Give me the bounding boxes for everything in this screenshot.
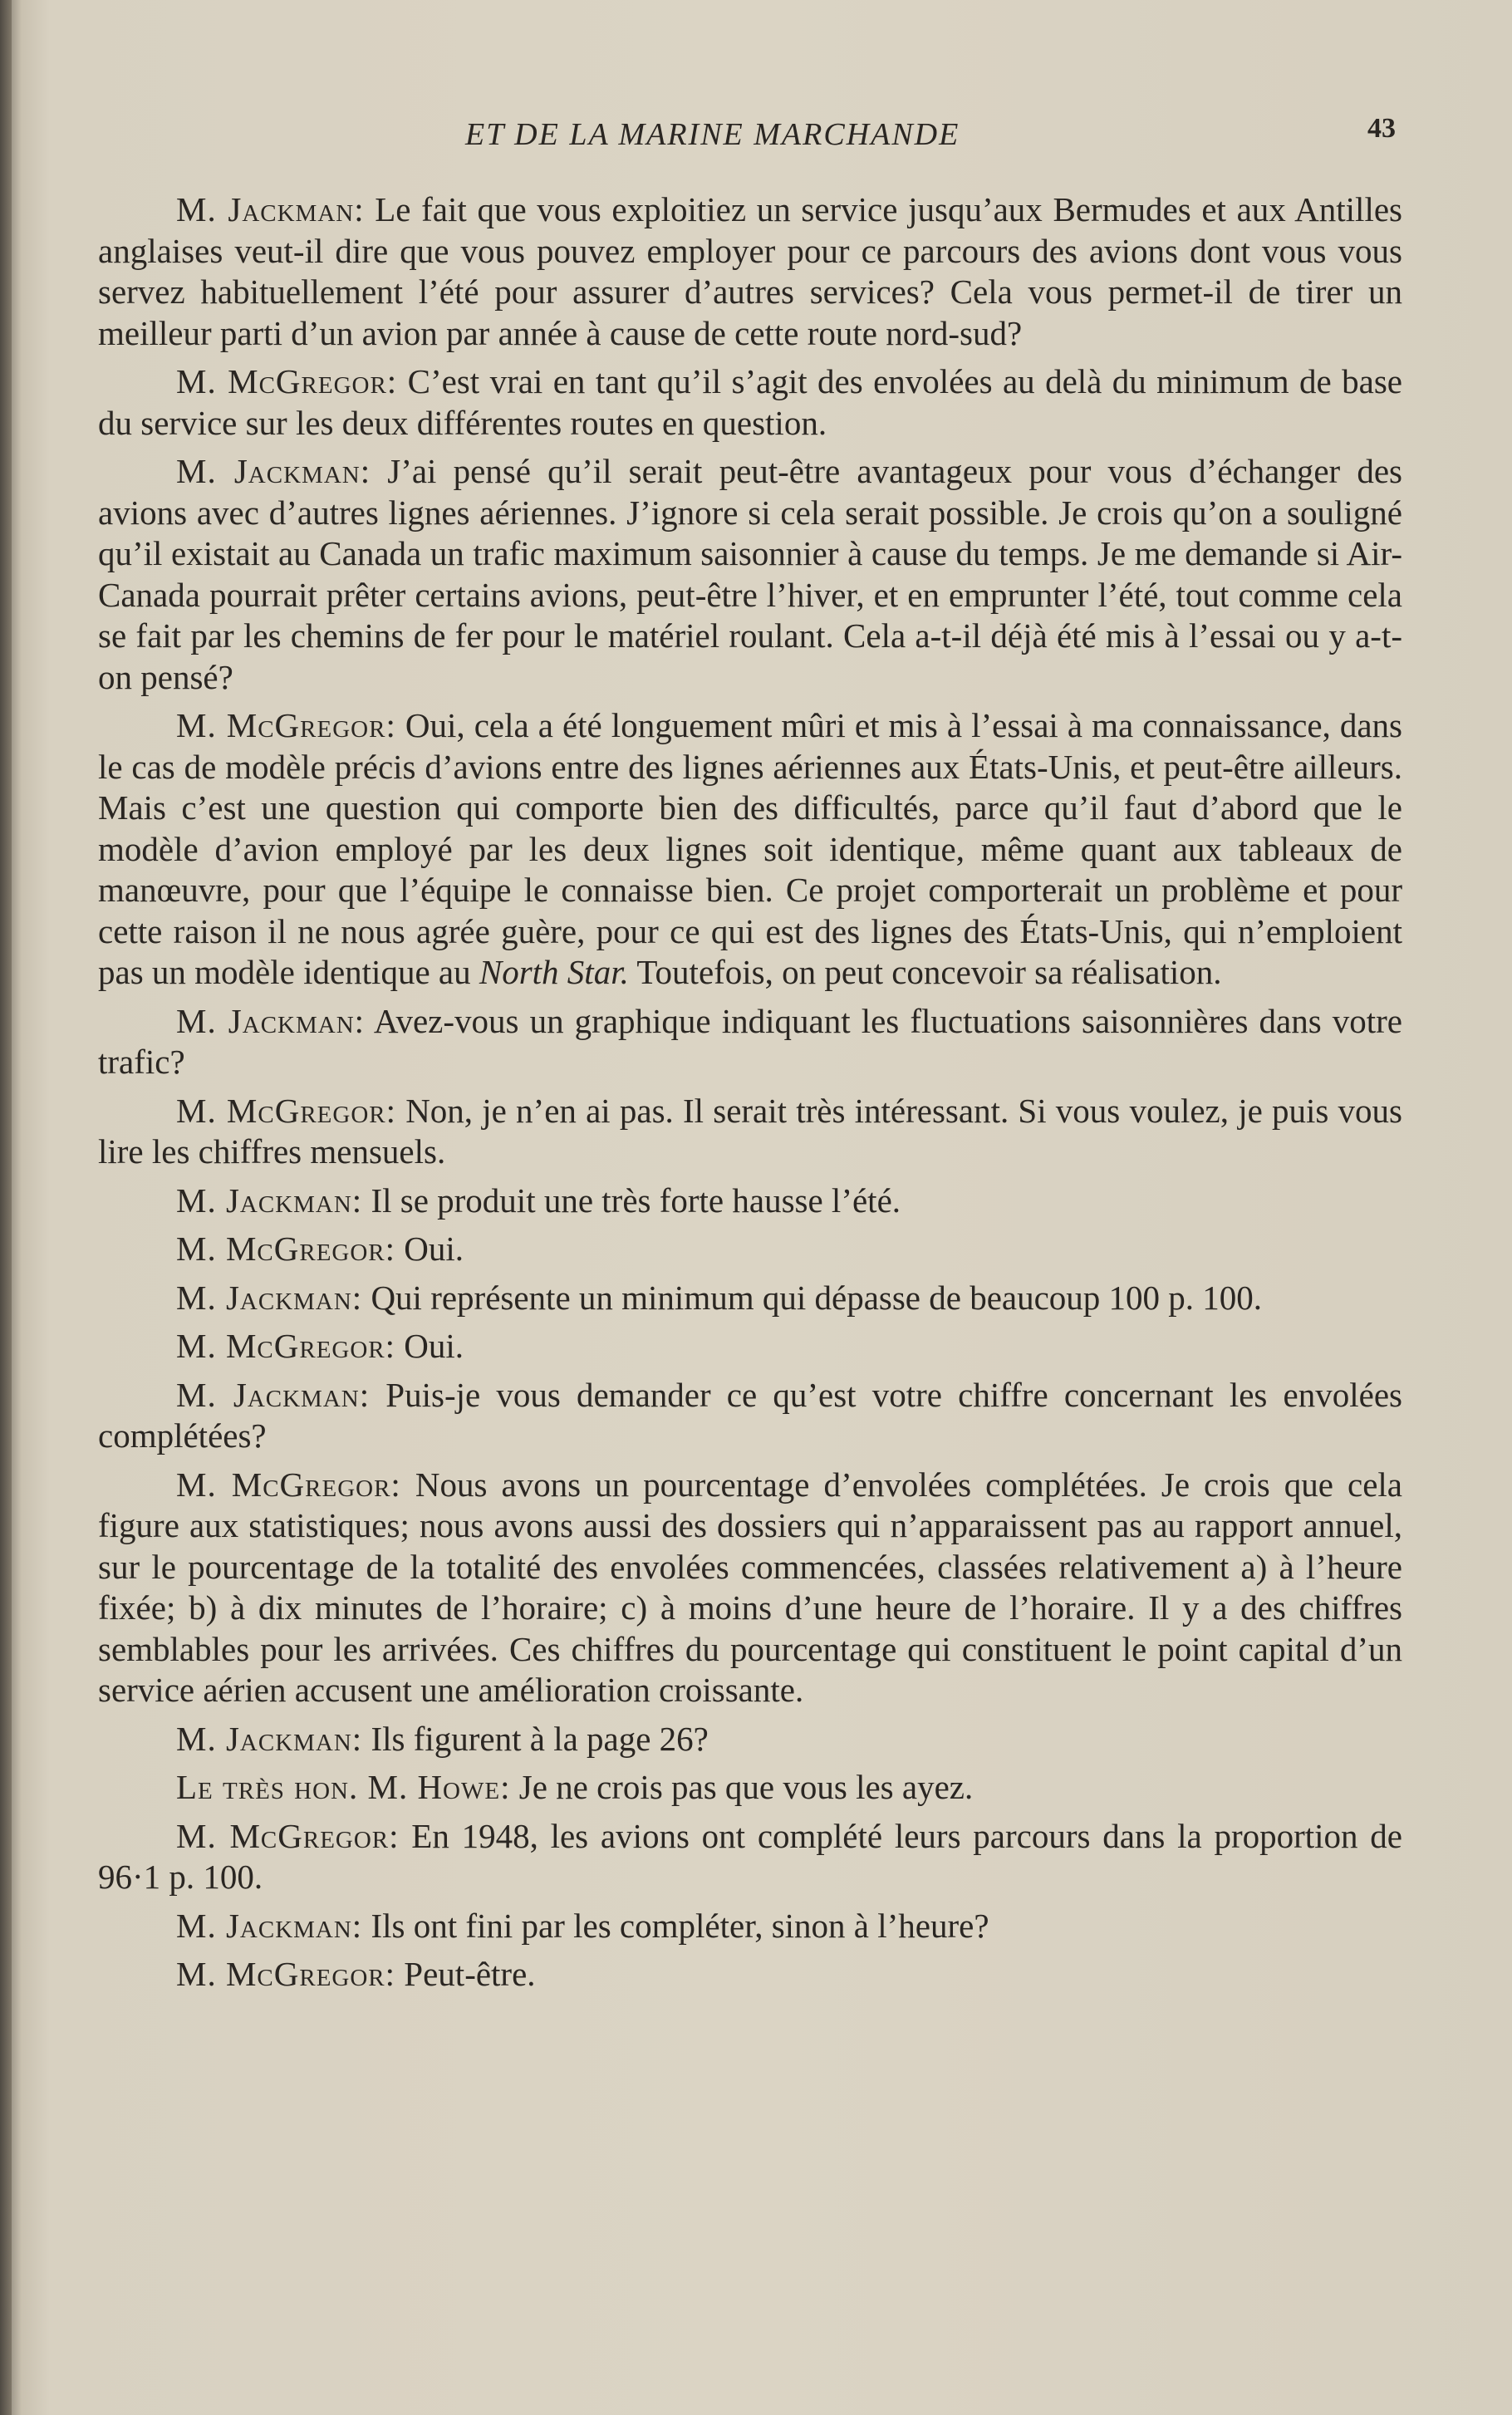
running-head [100, 113, 1396, 158]
speaker-name: M. McGregor: [176, 362, 398, 400]
paragraph-text: Oui. [395, 1327, 464, 1365]
paragraph [98, 1465, 1402, 1711]
paragraph [98, 1326, 1402, 1367]
paragraph [98, 1091, 1402, 1173]
paragraph [98, 1278, 1402, 1319]
page-number: 43 [1367, 113, 1396, 144]
paragraph [98, 1181, 1402, 1222]
speaker-name: M. McGregor: [176, 1091, 396, 1130]
paragraph-text: Puis-je vous demander ce qu’est votre chiffre concernant les envolées complétées? [98, 1375, 1402, 1455]
paragraph [98, 1375, 1402, 1457]
speaker-name: M. McGregor: [176, 1327, 396, 1365]
italic-aircraft-name: North Star. [479, 953, 629, 991]
paragraph-text: Peut-être. [395, 1955, 536, 1993]
speaker-name: M. Jackman: [176, 1001, 366, 1040]
paragraph [98, 1767, 1402, 1809]
paragraph [98, 189, 1402, 354]
paragraph [98, 451, 1402, 698]
speaker-name: M. Jackman: [176, 1181, 363, 1220]
paragraph [98, 1229, 1402, 1270]
paragraph [98, 1906, 1402, 1947]
speaker-name: Le très hon. M. Howe: [176, 1768, 511, 1806]
paragraph-text: Il se produit une très forte hausse l’été. [362, 1181, 901, 1220]
speaker-name: M. Jackman: [176, 1375, 371, 1414]
paragraph [98, 1816, 1402, 1898]
speaker-name: M. Jackman: [176, 190, 365, 228]
paragraph-text-after: Toutefois, on peut concevoir sa réalisation. [628, 953, 1222, 991]
paragraph-text: Oui, cela a été longuement mûri et mis à l’essai à ma connaissance, dans le cas de modèle précis d’avions entre des lignes aériennes aux États-Unis, et peut-être ailleurs. Mais c’est une question qui comporte bien des difficultés, parce qu’il faut d’abord que le modèle d’avion employé par les deux lignes soit identique, même quant aux tableaux de manœuvre, pour que l’équipe le connaisse bien. Ce projet comporterait un problème et pour cette raison il ne nous agrée guère, pour ce qui est des lignes des États-Unis, qui n’emploient pas un modèle identique au [98, 706, 1402, 991]
paragraph-text: Avez-vous un graphique indiquant les fluctuations saisonnières dans votre trafic? [98, 1001, 1402, 1081]
speaker-name: M. McGregor: [176, 1465, 401, 1504]
speaker-name: M. Jackman: [176, 1278, 363, 1317]
speaker-name: M. McGregor: [176, 1955, 396, 1993]
paragraph-text: Ils ont fini par les compléter, sinon à l’heure? [362, 1906, 989, 1945]
paragraph [98, 1719, 1402, 1760]
speaker-name: M. McGregor: [176, 706, 396, 744]
paragraph-text: Nous avons un pourcentage d’envolées complétées. Je crois que cela figure aux statistiques; nous avons aussi des dossiers qui n’apparaissent pas au rapport annuel, sur le pourcentage de la totalité des envolées commencées, classées relativement a) à l’heure fixée; b) à dix minutes de l’horaire; c) à moins d’une heure de l’horaire. Il y a des chiffres semblables pour les arrivées. Ces chiffres du pourcentage qui constituent le point capital d’un service aérien accusent une amélioration croissante. [98, 1465, 1402, 1709]
speaker-name: M. McGregor: [176, 1816, 400, 1855]
running-title: ET DE LA MARINE MARCHANDE [465, 117, 960, 152]
speaker-name: M. Jackman: [176, 1906, 363, 1945]
paragraph-text: Non, je n’en ai pas. Il serait très intéressant. Si vous voulez, je puis vous lire les chiffres mensuels. [98, 1091, 1402, 1171]
paragraph [98, 361, 1402, 444]
paragraph-text: Je ne crois pas que vous les ayez. [510, 1768, 974, 1806]
book-spine-shadow [0, 0, 12, 2415]
paragraph [98, 1001, 1402, 1083]
paragraph-text: Qui représente un minimum qui dépasse de beaucoup 100 p. 100. [362, 1278, 1263, 1317]
paragraph-text: Oui. [395, 1230, 464, 1268]
paragraph-text: J’ai pensé qu’il serait peut-être avantageux pour vous d’échanger des avions avec d’autres lignes aériennes. J’ignore si cela serait possible. Je crois qu’on a souligné qu’il existait au Canada un trafic maximum saisonnier à cause du temps. Je me demande si Air-Canada pourrait prêter certains avions, peut-être l’hiver, et en emprunter l’été, tout comme cela se fait par les chemins de fer pour le matériel roulant. Cela a-t-il déjà été mis à l’essai ou y a-t-on pensé? [98, 452, 1402, 696]
paragraph-text: C’est vrai en tant qu’il s’agit des envolées au delà du minimum de base du service sur les deux différentes routes en question. [98, 362, 1402, 442]
body-text [98, 189, 1402, 2003]
speaker-name: M. McGregor: [176, 1230, 396, 1268]
speaker-name: M. Jackman: [176, 452, 371, 490]
paragraph-text: Le fait que vous exploitiez un service jusqu’aux Bermudes et aux Antilles anglaises veut-il dire que vous pouvez employer pour ce parcours des avions dont vous vous servez habituellement l’été pour assurer d’autres services? Cela vous permet-il de tirer un meilleur parti d’un avion par année à cause de cette route nord-sud? [98, 190, 1402, 352]
paragraph-text: Ils figurent à la page 26? [362, 1719, 709, 1758]
paragraph [98, 705, 1402, 994]
paragraph-text: En 1948, les avions ont complété leurs parcours dans la proportion de 96·1 p. 100. [98, 1816, 1402, 1896]
speaker-name: M. Jackman: [176, 1719, 363, 1758]
paragraph [98, 1954, 1402, 1995]
